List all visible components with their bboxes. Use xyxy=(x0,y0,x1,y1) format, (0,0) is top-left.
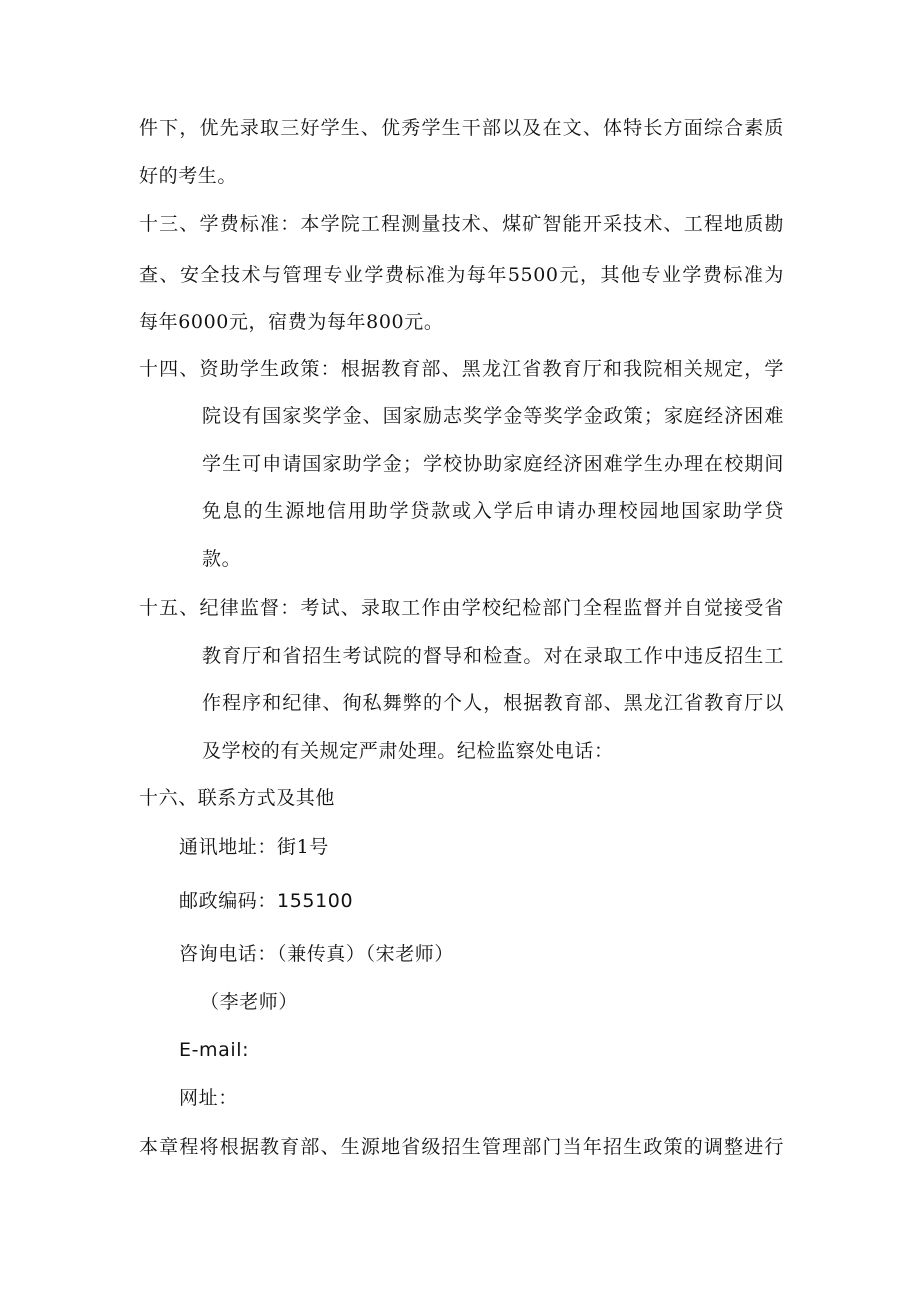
contact-address: 通讯地址：街1号 xyxy=(179,836,329,858)
contact-phone: 咨询电话：（兼传真）（宋老师） xyxy=(179,943,455,965)
paragraph-line: 款。 xyxy=(202,548,242,570)
paragraph-line: 院设有国家奖学金、国家励志奖学金等奖学金政策；家庭经济困难 xyxy=(202,405,784,427)
paragraph-line: 免息的生源地信用助学贷款或入学后申请办理校园地国家助学贷 xyxy=(202,500,784,522)
paragraph-line: 作程序和纪律、徇私舞弊的个人，根据教育部、黑龙江省教育厅以 xyxy=(202,692,784,714)
paragraph-line: 学生可申请国家助学金；学校协助家庭经济困难学生办理在校期间 xyxy=(202,453,784,475)
closing-line: 本章程将根据教育部、生源地省级招生管理部门当年招生政策的调整进行 xyxy=(139,1136,784,1158)
postcode-label: 邮政编码： xyxy=(179,890,278,912)
section-16-heading-line: 十六、联系方式及其他 xyxy=(139,787,336,809)
postcode-value: 155100 xyxy=(277,890,354,912)
contact-postcode xyxy=(179,888,353,914)
paragraph-line: 及学校的有关规定严肃处理。纪检监察处电话： xyxy=(202,740,614,762)
paragraph-line: 教育厅和省招生考试院的督导和检查。对在录取工作中违反招生工 xyxy=(202,645,784,667)
paragraph-line: 好的考生。 xyxy=(139,165,238,187)
section-15-heading-line: 十五、纪律监督：考试、录取工作由学校纪检部门全程监督并自觉接受省 xyxy=(139,597,784,619)
paragraph-line: 查、安全技术与管理专业学费标准为每年5500元，其他专业学费标准为 xyxy=(139,264,784,286)
contact-website-label: 网址： xyxy=(179,1087,238,1109)
paragraph-line: 件下，优先录取三好学生、优秀学生干部以及在文、体特长方面综合素质 xyxy=(139,117,784,139)
contact-phone-2: （李老师） xyxy=(200,991,299,1013)
paragraph-line: 每年6000元，宿费为每年800元。 xyxy=(139,311,444,333)
section-13-heading-line: 十三、学费标准：本学院工程测量技术、煤矿智能开采技术、工程地质勘 xyxy=(139,213,784,235)
section-14-heading-line: 十四、资助学生政策：根据教育部、黑龙江省教育厅和我院相关规定，学 xyxy=(139,358,784,380)
contact-email-label: E-mail: xyxy=(179,1039,250,1061)
